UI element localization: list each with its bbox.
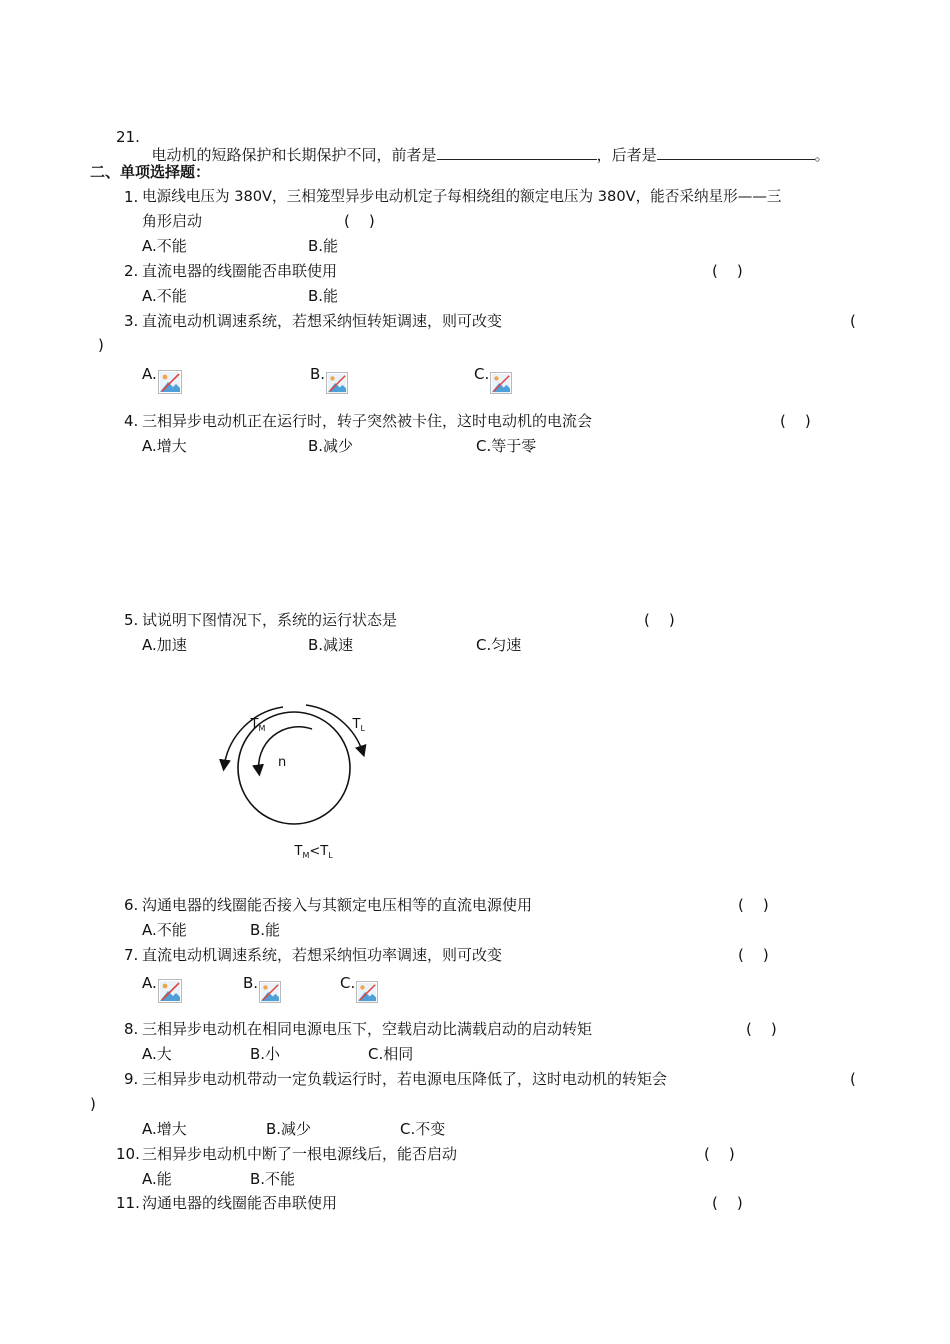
tl-label: $T_L$ <box>352 717 365 733</box>
q10-answer-paren[interactable]: ( ) <box>704 1145 735 1163</box>
q5-option-c[interactable]: C.匀速 <box>476 636 522 654</box>
q7-option-a[interactable]: A. <box>142 974 157 992</box>
q9-number: 9. <box>124 1070 139 1088</box>
q6-text: 沟通电器的线圈能否接入与其额定电压相等的直流电源使用 <box>142 896 533 914</box>
q1-number: 1. <box>124 188 139 206</box>
q3-number: 3. <box>124 312 139 330</box>
q2-text: 直流电器的线圈能否串联使用 <box>142 262 338 280</box>
q21-text-b: ，后者是 <box>596 146 657 164</box>
q7-option-b[interactable]: B. <box>243 974 259 992</box>
q4-number: 4. <box>124 412 139 430</box>
q7-answer-paren[interactable]: ( ) <box>738 946 769 964</box>
q5-option-a[interactable]: A.加速 <box>142 636 187 654</box>
section-title: 二、单项选择题： <box>90 163 211 181</box>
q6-answer-paren[interactable]: ( ) <box>738 896 769 914</box>
q2-option-a[interactable]: A.不能 <box>142 287 187 305</box>
q10-option-a[interactable]: A.能 <box>142 1170 172 1188</box>
q1-text-line2: 角形启动 <box>142 212 203 230</box>
broken-image-icon <box>356 981 378 1003</box>
q2-number: 2. <box>124 262 139 280</box>
q1-option-a[interactable]: A.不能 <box>142 237 187 255</box>
q8-option-c[interactable]: C.相同 <box>368 1045 414 1063</box>
q8-number: 8. <box>124 1020 139 1038</box>
q9-option-b[interactable]: B.减少 <box>266 1120 312 1138</box>
q4-option-a[interactable]: A.增大 <box>142 437 187 455</box>
q11-text: 沟通电器的线圈能否串联使用 <box>142 1194 338 1212</box>
q3-option-b[interactable]: B. <box>310 365 326 383</box>
q8-option-a[interactable]: A.大 <box>142 1045 172 1063</box>
torque-relation-caption: $T_M<T_L$ <box>294 844 333 860</box>
q4-option-c[interactable]: C.等于零 <box>476 437 537 455</box>
q4-text: 三相异步电动机正在运行时，转子突然被卡住，这时电动机的电流会 <box>142 412 593 430</box>
q21-text <box>142 130 830 163</box>
q3-paren-open[interactable]: ( <box>850 312 856 330</box>
q3-text: 直流电动机调速系统，若想采纳恒转矩调速，则可改变 <box>142 312 503 330</box>
broken-image-icon <box>326 372 348 394</box>
q10-text: 三相异步电动机中断了一根电源线后，能否启动 <box>142 1145 458 1163</box>
torque-diagram <box>200 695 400 860</box>
q10-option-b[interactable]: B.不能 <box>250 1170 296 1188</box>
q8-answer-paren[interactable]: ( ) <box>746 1020 777 1038</box>
broken-image-icon <box>158 979 182 1003</box>
q3-option-a[interactable]: A. <box>142 365 157 383</box>
q4-answer-paren[interactable]: ( ) <box>780 412 811 430</box>
broken-image-icon <box>490 372 512 394</box>
q3-paren-close[interactable]: ) <box>98 336 104 354</box>
q6-option-b[interactable]: B.能 <box>250 921 281 939</box>
speed-label: n <box>278 755 287 770</box>
q1-text-line1: 电源线电压为 380V，三相笼型异步电动机定子每相绕组的额定电压为 380V，能否采纳星形——三 <box>142 188 782 205</box>
torque-diagram-svg <box>200 695 400 855</box>
answer-blank-1[interactable] <box>437 145 597 160</box>
answer-blank-2[interactable] <box>657 145 815 160</box>
q9-text: 三相异步电动机带动一定负载运行时，若电源电压降低了，这时电动机的转矩会 <box>142 1070 668 1088</box>
q4-option-b[interactable]: B.减少 <box>308 437 354 455</box>
q5-option-b[interactable]: B.减速 <box>308 636 354 654</box>
q7-text: 直流电动机调速系统，若想采纳恒功率调速，则可改变 <box>142 946 503 964</box>
q6-number: 6. <box>124 896 139 914</box>
q5-text: 试说明下图情况下，系统的运行状态是 <box>142 611 398 629</box>
q11-answer-paren[interactable]: ( ) <box>712 1194 743 1212</box>
q7-option-c[interactable]: C. <box>340 974 356 992</box>
broken-image-icon <box>158 370 182 394</box>
q1-option-b[interactable]: B.能 <box>308 237 339 255</box>
q3-option-c[interactable]: C. <box>474 365 490 383</box>
q11-number: 11. <box>116 1194 140 1212</box>
q9-paren-close[interactable]: ) <box>90 1095 96 1113</box>
q9-option-c[interactable]: C.不变 <box>400 1120 446 1138</box>
broken-image-icon <box>259 981 281 1003</box>
q9-paren-open[interactable]: ( <box>850 1070 856 1088</box>
q7-number: 7. <box>124 946 139 964</box>
q2-answer-paren[interactable]: ( ) <box>712 262 743 280</box>
q5-number: 5. <box>124 611 139 629</box>
q8-text: 三相异步电动机在相同电源电压下，空载启动比满载启动的启动转矩 <box>142 1020 593 1038</box>
q8-option-b[interactable]: B.小 <box>250 1045 281 1063</box>
q21-text-a: 电动机的短路保护和长期保护不同，前者是 <box>151 146 437 164</box>
q10-number: 10. <box>116 1145 140 1163</box>
q21-text-c: 。 <box>814 146 830 164</box>
tm-label: $T_M$ <box>250 717 266 733</box>
q1-answer-paren[interactable]: ( ) <box>344 212 375 230</box>
q6-option-a[interactable]: A.不能 <box>142 921 187 939</box>
q2-option-b[interactable]: B.能 <box>308 287 339 305</box>
q5-answer-paren[interactable]: ( ) <box>644 611 675 629</box>
q9-option-a[interactable]: A.增大 <box>142 1120 187 1138</box>
q21-number: 21. <box>116 128 140 146</box>
